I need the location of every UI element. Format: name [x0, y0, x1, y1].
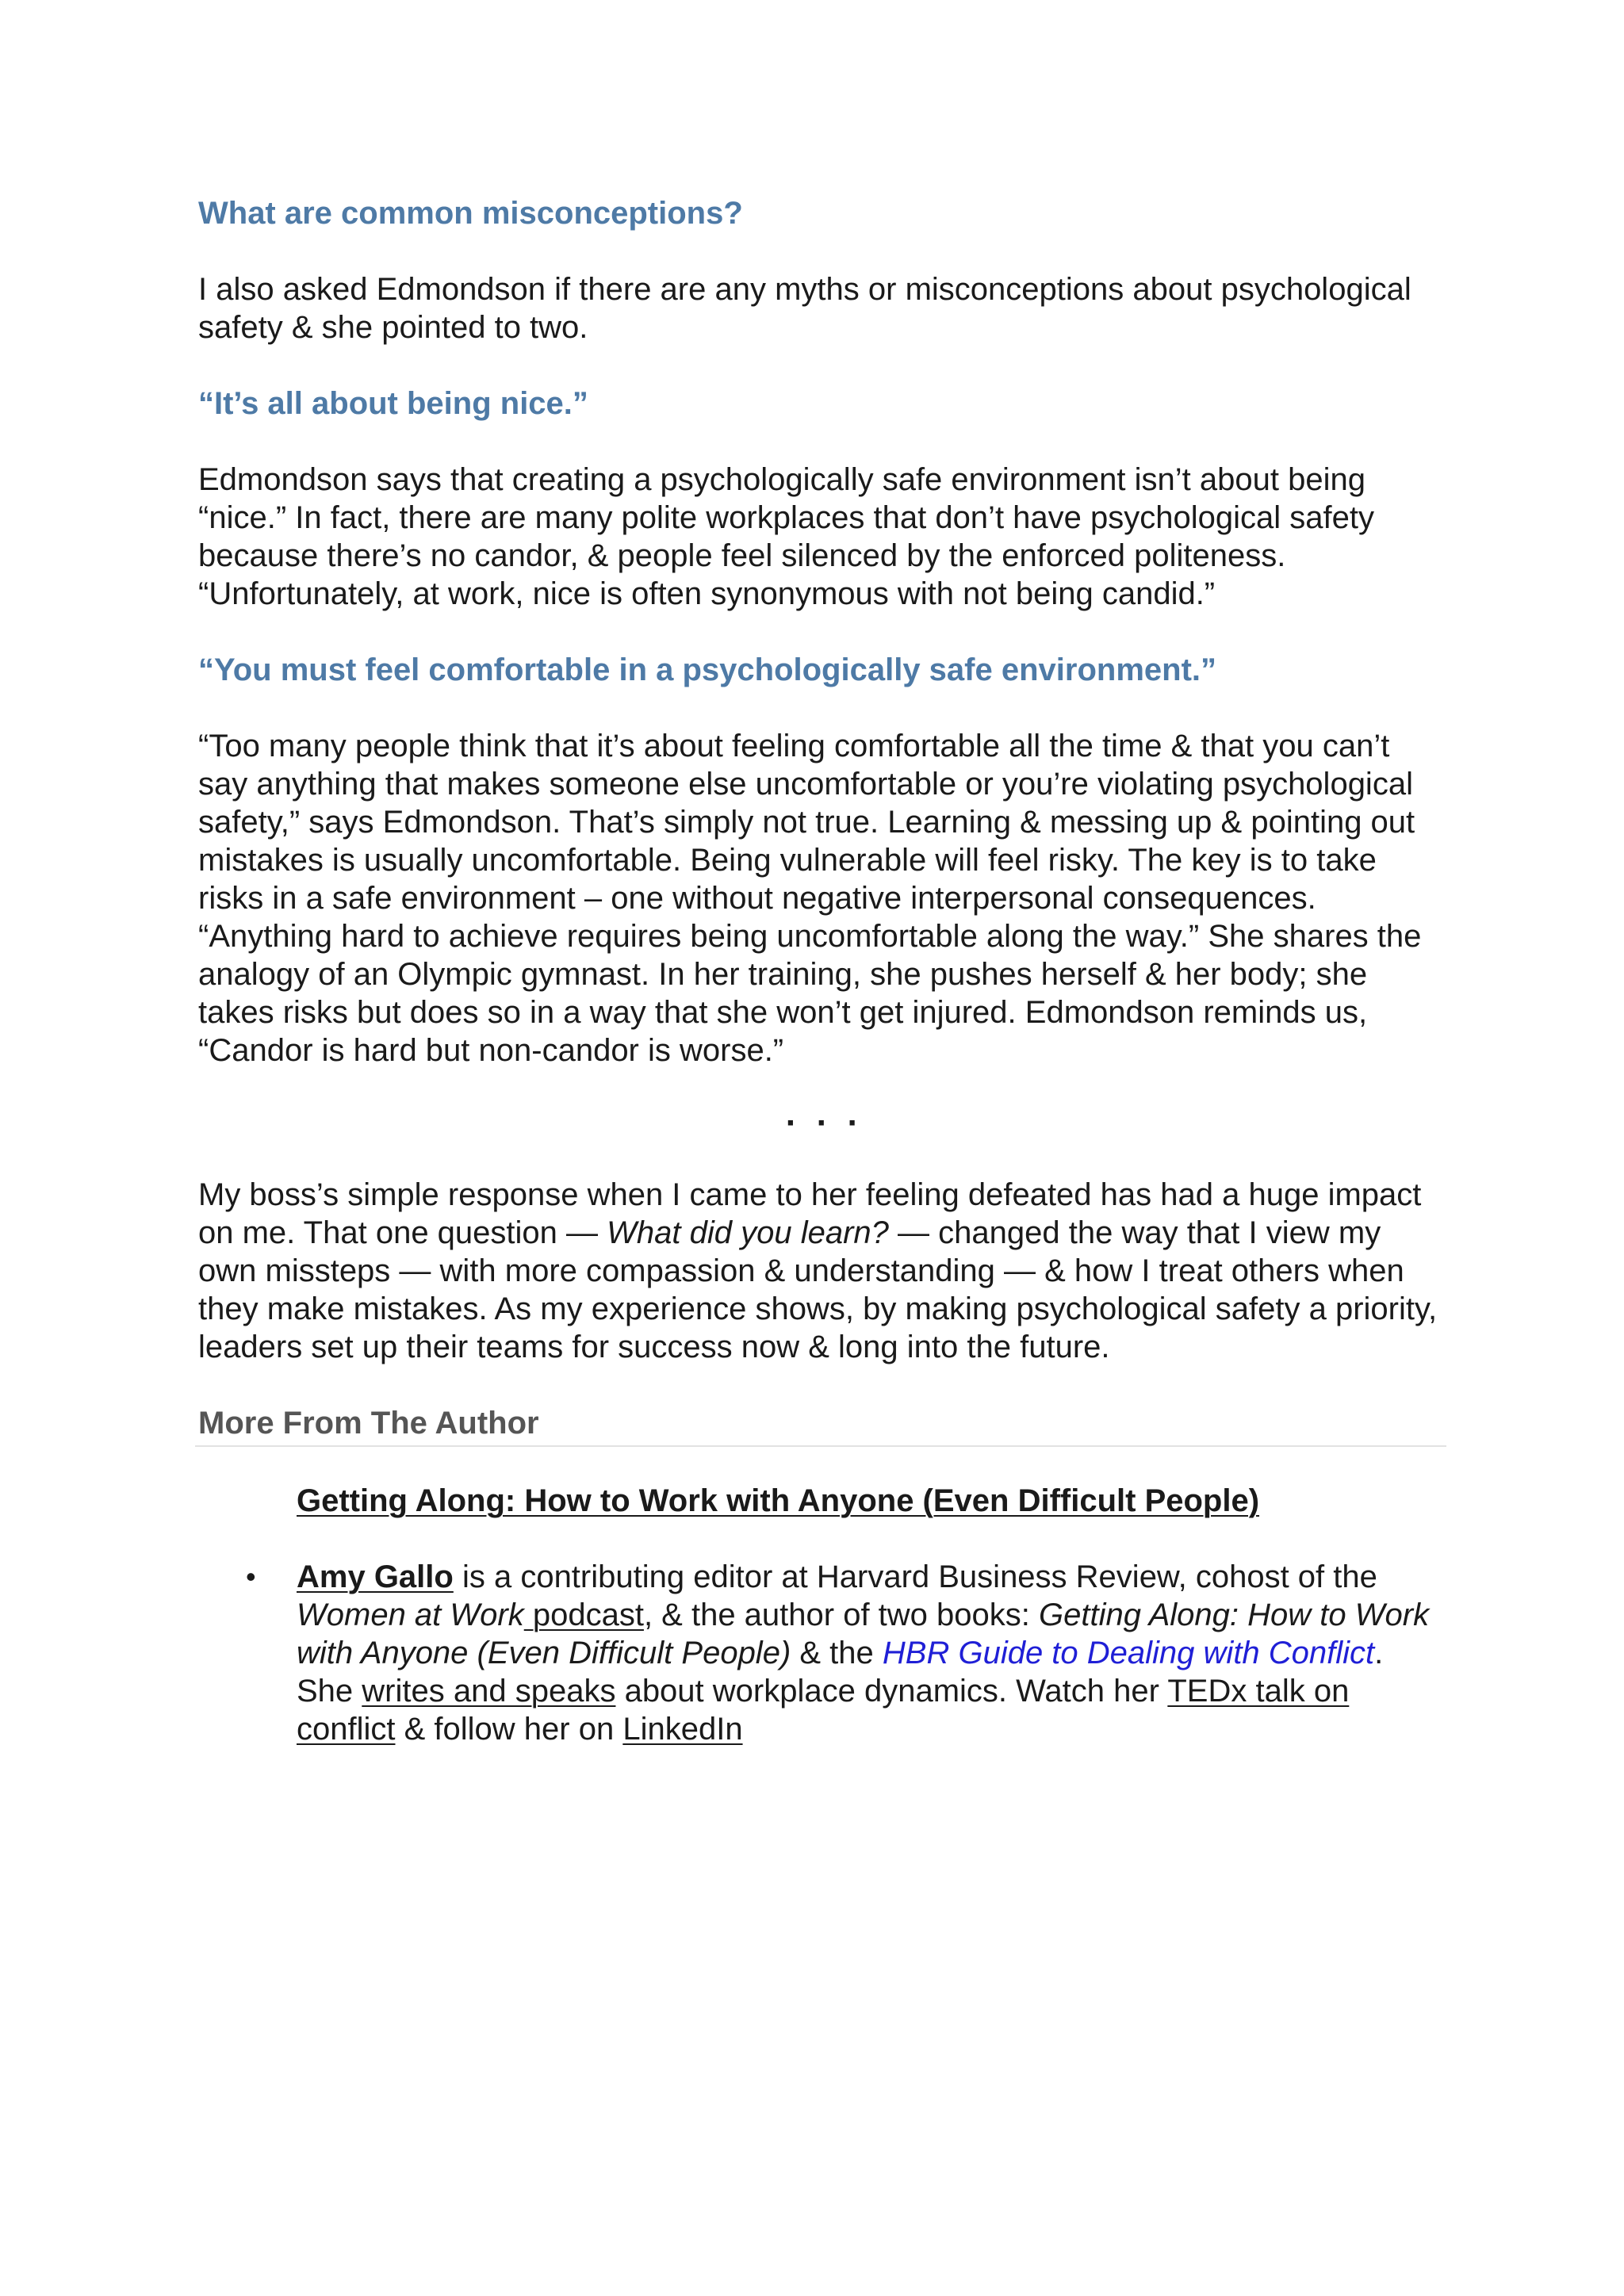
author-bio [198, 1558, 1443, 1748]
linkedin-link[interactable]: LinkedIn [622, 1712, 743, 1747]
myth-nice-paragraph: Edmondson says that creating a psychologically safe environment isn’t about being “nice.” In fact, there are many polite workplaces that don’t have psychological safety because there’s no candor, & people feel silenced by the enforced politeness. “Unfortunately, at work, nice is often synonymous with not being candid.” [198, 462, 1374, 611]
author-bio-list [198, 1558, 1443, 1748]
myth-comfortable-paragraph: “Too many people think that it’s about feeling comfortable all the time & that you can’t say anything that makes someone else uncomfortable or you’re violating psychological safety,” says Edmondson. That’s simply not true. Learning & messing up & pointing out mistakes is usually uncomfortable. Being vulnerable will feel risky. The key is to take risks in a safe environment – one without negative interpersonal consequences. “Anything hard to achieve requires being uncomfortable along the way.” She shares the analogy of an Olympic gymnast. In her training, she pushes herself & her body; she takes risks but does so in a way that she won’t get injured. Edmondson reminds us, “Candor is hard but non-candor is worse.” [198, 729, 1422, 1068]
hbr-guide-link[interactable]: HBR Guide to Dealing with Conflict [882, 1636, 1375, 1670]
bio-text-4: . She [297, 1636, 1384, 1709]
divider [195, 1445, 1446, 1447]
myth-heading-nice: “It’s all about being nice.” [198, 386, 588, 421]
author-name-link[interactable]: Amy Gallo [297, 1559, 454, 1594]
more-from-author-heading: More From The Author [198, 1406, 539, 1441]
closing-question: What did you learn? [607, 1215, 889, 1250]
bio-text-3: & the [791, 1636, 883, 1670]
bullet-icon: • [246, 1560, 256, 1593]
book-link-getting-along[interactable]: Getting Along: How to Work with Anyone (Even Difficult People) [297, 1483, 1260, 1518]
podcast-link[interactable]: podcast [523, 1598, 644, 1632]
closing-paragraph [198, 1176, 1443, 1366]
bio-text-1: is a contributing editor at Harvard Business Review, cohost of the [453, 1559, 1377, 1594]
closing-text-part1: My boss’s simple response when I came to her feeling defeated has had a huge impact on me. That one question — [198, 1177, 1422, 1250]
section-separator: · · · [785, 1104, 864, 1142]
bio-book1-title: Getting Along: How to Work with Anyone (Even Difficult People) [297, 1598, 1430, 1670]
article-page [198, 194, 1443, 1748]
closing-text-part2: — changed the way that I view my own missteps — with more compassion & understanding — & how I treat others when they make mistakes. As my experience shows, by making psychological safety a priority, leaders set up their teams for success now & long into the future. [198, 1215, 1438, 1364]
bio-text-2: , & the author of two books: [643, 1598, 1040, 1632]
bio-show-title: Women at Work [297, 1598, 524, 1632]
section-heading-misconceptions: What are common misconceptions? [198, 196, 743, 231]
tedx-talk-link[interactable]: TEDx talk on conflict [297, 1674, 1350, 1747]
myth-heading-comfortable: “You must feel comfortable in a psychologically safe environment.” [198, 652, 1217, 687]
writes-and-speaks-link[interactable]: writes and speaks [362, 1674, 616, 1709]
intro-paragraph: I also asked Edmondson if there are any myths or misconceptions about psychological safety & she pointed to two. [198, 272, 1411, 345]
bio-text-6: & follow her on [395, 1712, 623, 1747]
bio-text-5: about workplace dynamics. Watch her [615, 1674, 1168, 1709]
